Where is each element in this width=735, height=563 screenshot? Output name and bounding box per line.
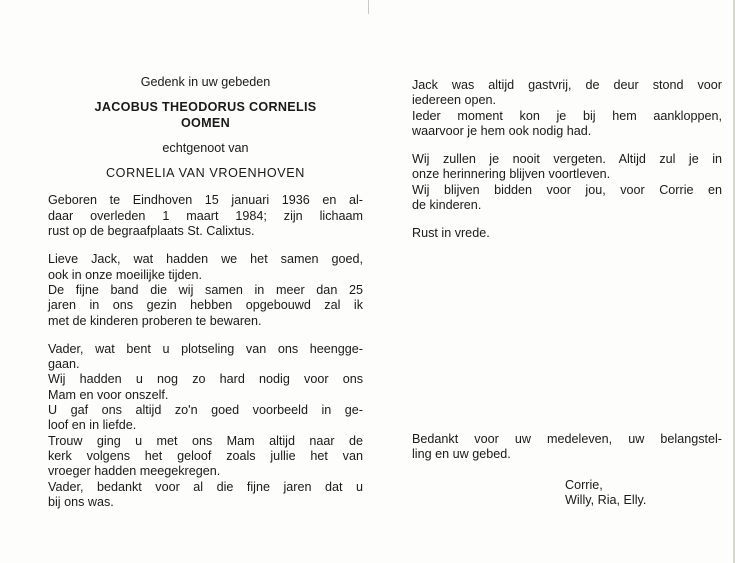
hospitality-paragraph (412, 78, 722, 139)
deceased-name-line1: JACOBUS THEODORUS CORNELIS (94, 100, 317, 115)
text-line: Vader, bedankt voor al die fijne jaren dat u (48, 479, 363, 494)
text-line: waarvoor je hem ook nodig had. (412, 123, 592, 138)
signature-line: Willy, Ria, Elly. (565, 493, 647, 508)
spouse-label: echtgenoot van (162, 140, 249, 155)
text-line: Wij hadden u nog zo hard nodig voor ons (48, 372, 363, 387)
text-line: Vader, wat bent u plotseling van ons heengge- (48, 341, 363, 356)
text-line: vroeger hadden meegekregen. (48, 464, 221, 479)
fold-mark (368, 0, 369, 14)
text-line: Mam en voor onszelf. (48, 387, 169, 402)
deceased-name-line2: OOMEN (180, 115, 231, 130)
text-line: loof en in liefde. (48, 418, 137, 433)
birth-death-paragraph (48, 193, 363, 239)
text-line: De fijne band die wij samen in meer dan 25 (48, 282, 363, 297)
text-line: met de kinderen proberen te bewaren. (48, 313, 262, 328)
signature (565, 478, 646, 509)
spouse-message-paragraph (48, 252, 363, 328)
text-line: bij ons was. (48, 494, 114, 509)
signature-line: Corrie, (565, 478, 603, 492)
children-message-paragraph (48, 342, 363, 510)
text-line: Wij zullen je nooit vergeten. Altijd zul je in (412, 152, 722, 167)
text-line: gaan. (48, 357, 80, 372)
text-line: Geboren te Eindhoven 15 januari 1936 en al- (48, 193, 363, 208)
text-line: rust op de begraafplaats St. Calixtus. (48, 224, 255, 239)
text-line: Wij blijven bidden voor jou, voor Corrie en (412, 182, 722, 197)
text-line: de kinderen. (412, 198, 482, 213)
left-page (48, 75, 363, 523)
text-line: kerk volgens het geloof zoals jullie het van (48, 448, 363, 463)
text-line: daar overleden 1 maart 1984; zijn lichaam (48, 208, 363, 223)
text-line: Rust in vrede. (412, 226, 490, 241)
text-line: ling en uw gebed. (412, 447, 511, 462)
text-line: Lieve Jack, wat hadden we het samen goed, (48, 252, 363, 267)
rest-in-peace (412, 226, 722, 241)
right-page (412, 78, 722, 255)
prayer-heading: Gedenk in uw gebeden (140, 75, 271, 89)
text-line: Bedankt voor uw medeleven, uw belangstel- (412, 432, 722, 446)
spouse-name: CORNELIA VAN VROENHOVEN (105, 166, 306, 181)
thanks-paragraph (412, 432, 722, 463)
text-line: Trouw ging u met ons Mam altijd naar de (48, 433, 363, 448)
text-line: U gaf ons altijd zo'n goed voorbeeld in ge- (48, 403, 363, 418)
text-line: Jack was altijd gastvrij, de deur stond voor (412, 78, 722, 92)
text-line: iedereen open. (412, 93, 497, 108)
text-line: jaren in ons gezin hebben opgebouwd zal ik (48, 298, 363, 313)
text-line: ook in onze moeilijke tijden. (48, 267, 203, 282)
text-line: onze herinnering blijven voortleven. (412, 167, 611, 182)
remembrance-paragraph (412, 152, 722, 213)
text-line: Ieder moment kon je bij hem aankloppen, (412, 108, 722, 123)
